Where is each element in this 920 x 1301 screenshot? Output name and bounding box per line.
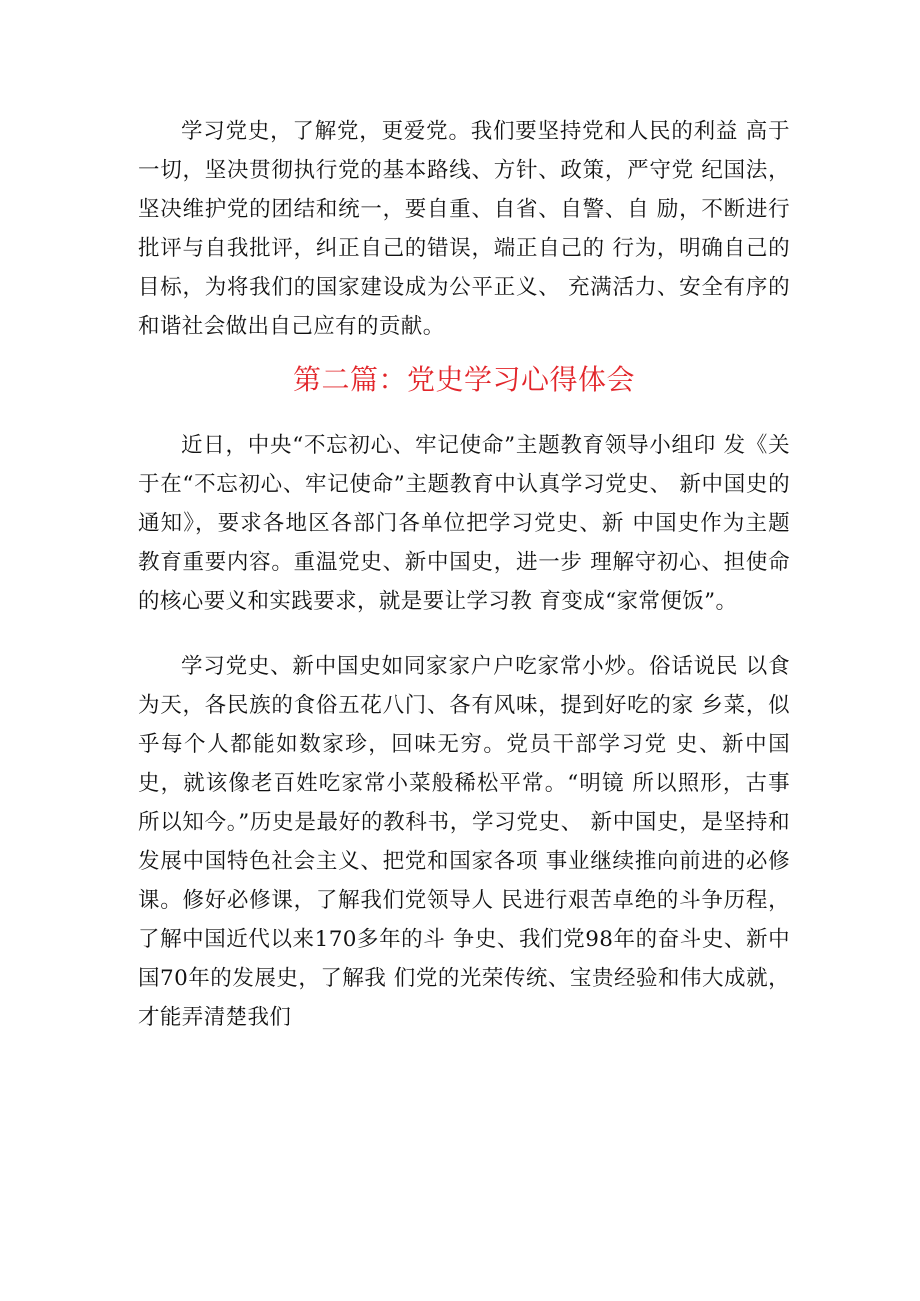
paragraph-history-study: 学习党史、新中国史如同家家户户吃家常小炒。俗话说民 以食为天，各民族的食俗五花八门、各有风味，提到好吃的家 乡菜，似乎每个人都能如数家珍，回味无穷。党员干部学习党 史、新中国史，就该像老百姓吃家常小菜般稀松平常。“明镜 所以照形，古事所以知今。”历史是最好的教科书，学习党史、 新中国史，是坚持和发展中国特色社会主义、把党和国家各项 事业继续推向前进的必修课。修好必修课，了解我们党领导人 民进行艰苦卓绝的斗争历程，了解中国近代以来170多年的斗 争史、我们党98年的奋斗史、新中国70年的发展史，了解我 们党的光荣传统、宝贵经验和伟大成就，才能弄清楚我们 <box>138 654 790 1030</box>
section-heading: 第二篇：党史学习心得体会 <box>292 363 635 396</box>
paragraph-intro: 学习党史，了解党，更爱党。我们要坚持党和人民的利益 高于一切，坚决贯彻执行党的基本路线、方针、政策，严守党 纪国法，坚决维护党的团结和统一，要自重、自省、自警、自 励，不断进行批评与自我批评，纠正自己的错误，端正自己的 行为，明确自己的目标，为将我们的国家建设成为公平正义、 充满活力、安全有序的和谐社会做出自己应有的贡献。 <box>138 119 790 339</box>
paragraph-notice: 近日，中央“不忘初心、牢记使命”主题教育领导小组印 发《关于在“不忘初心、牢记使命”主题教育中认真学习党史、 新中国史的通知》，要求各地区各部门各单位把学习党史、新 中国史作为主题教育重要内容。重温党史、新中国史，进一步 理解守初心、担使命的核心要义和实践要求，就是要让学习教 育变成“家常便饭”。 <box>138 433 790 614</box>
document-body <box>138 112 790 1037</box>
